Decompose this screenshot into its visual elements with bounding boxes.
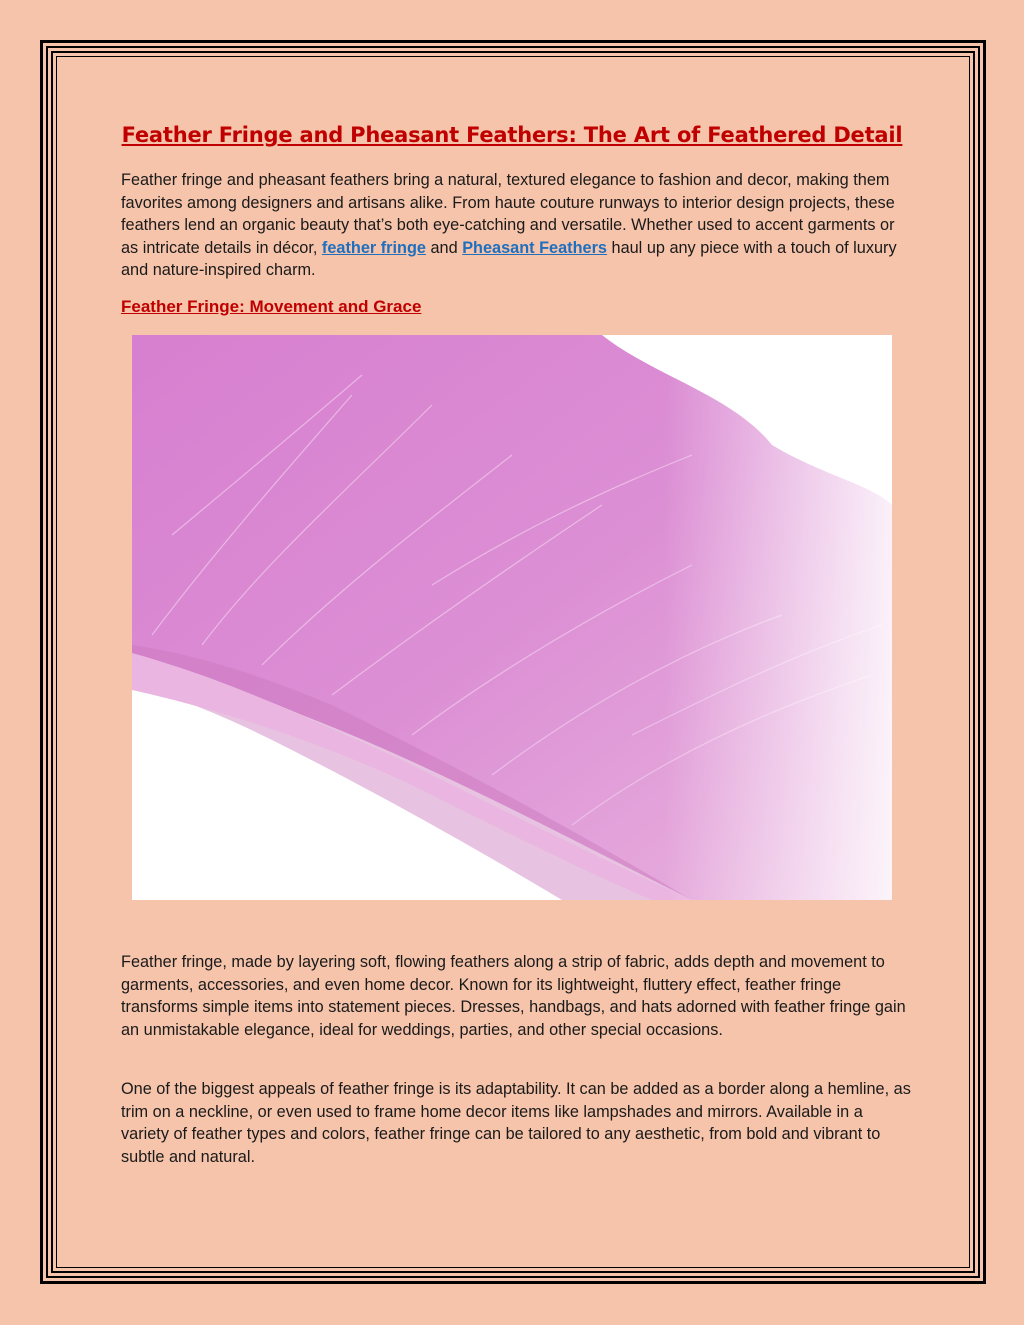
feather-fringe-illustration — [132, 335, 892, 900]
feather-fringe-photo — [132, 335, 892, 900]
page-title: Feather Fringe and Pheasant Feathers: The Art of Feathered Detail — [121, 123, 903, 147]
body-paragraph-2: One of the biggest appeals of feather fringe is its adaptability. It can be added as a border along a hemline, as trim on a neckline, or even used to frame home decor items like lampshades and mirrors. Available in a variety of feather types and colors, feather fringe can be tailored to any aesthetic, from bold and vibrant to subtle and natural. — [121, 1080, 911, 1166]
intro-paragraph — [121, 169, 911, 282]
intro-and-text: and — [425, 238, 463, 257]
pheasant-feathers-link[interactable]: Pheasant Feathers — [462, 238, 607, 257]
intro-closing-text: haul up any piece with a touch of luxury and nature-inspired charm. — [121, 238, 897, 280]
feather-fringe-link[interactable]: feather fringe — [321, 238, 426, 257]
intro-text: Feather fringe and pheasant feathers bring a natural, textured elegance to fashion and decor, making them favorites among designers and artisans alike. From haute couture runways to interior design projects, these feathers lend an organic beauty that’s both eye-catching and versatile. Whether used to accent garments or as intricate details in décor, — [121, 171, 895, 257]
section-heading: Feather Fringe: Movement and Grace — [121, 297, 422, 316]
body-paragraph-1: Feather fringe, made by layering soft, flowing feathers along a strip of fabric, adds depth and movement to garments, accessories, and even home decor. Known for its lightweight, fluttery effect, feather fringe transforms simple items into statement pieces. Dresses, handbags, and hats adorned with feather fringe gain an unmistakable elegance, ideal for weddings, parties, and other special occasions. — [121, 953, 906, 1039]
